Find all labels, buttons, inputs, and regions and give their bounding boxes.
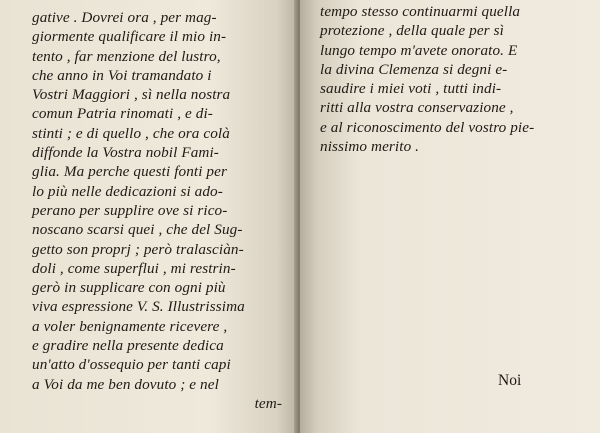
text-line: getto son proprj ; però tralasciàn-: [32, 240, 244, 258]
left-page-text: [32, 8, 282, 413]
text-line: gerò in supplicare con ogni più: [32, 279, 226, 297]
text-line: che anno in Voi tramandato i: [32, 66, 212, 84]
text-line: comun Patria rinomati , e di-: [32, 105, 213, 123]
text-line: tento , far menzione del lustro,: [32, 47, 221, 65]
text-line: noscano scarsi quei , che del Sug-: [32, 221, 243, 239]
text-line: ritti alla vostra conservazione ,: [320, 99, 514, 117]
text-line: a Voi da me ben dovuto ; e nel: [32, 375, 219, 393]
text-line: viva espressione V. S. Illustrissima: [32, 298, 245, 316]
text-line: la divina Clemenza si degni e-: [320, 60, 508, 78]
text-line: doli , come superflui , mi restrin-: [32, 259, 236, 277]
text-line: a voler benignamente ricevere ,: [32, 317, 228, 335]
text-line: e al riconoscimento del vostro pie-: [320, 118, 535, 136]
text-line: protezione , della quale per sì: [320, 22, 504, 40]
text-line: giormente qualificare il mio in-: [32, 28, 227, 46]
text-line: stinti ; e di quello , che ora colà: [32, 124, 230, 142]
text-line: gative . Dovrei ora , per mag-: [32, 9, 217, 26]
text-line: tempo stesso continuarmi quella: [320, 3, 521, 20]
right-page: [300, 0, 600, 433]
text-line: diffonde la Vostra nobil Fami-: [32, 144, 219, 162]
right-page-text: [320, 2, 582, 156]
text-line: un'atto d'ossequio per tanti capi: [32, 356, 231, 374]
text-line: nissimo merito .: [320, 138, 420, 156]
text-line: lo più nelle dedicazioni si ado-: [32, 182, 223, 200]
left-page: [0, 0, 298, 433]
text-line: Vostri Maggiori , sì nella nostra: [32, 86, 231, 104]
left-catchword: tem-: [254, 394, 282, 412]
text-line: lungo tempo m'avete onorato. E: [320, 41, 518, 59]
text-line: saudire i miei voti , tutti indi-: [320, 80, 502, 98]
text-line: e gradire nella presente dedica: [32, 337, 224, 355]
text-line: perano per supplire ove si rico-: [32, 201, 228, 219]
text-line: glia. Ma perche questi fonti per: [32, 163, 227, 181]
right-catchword: Noi: [498, 372, 522, 389]
